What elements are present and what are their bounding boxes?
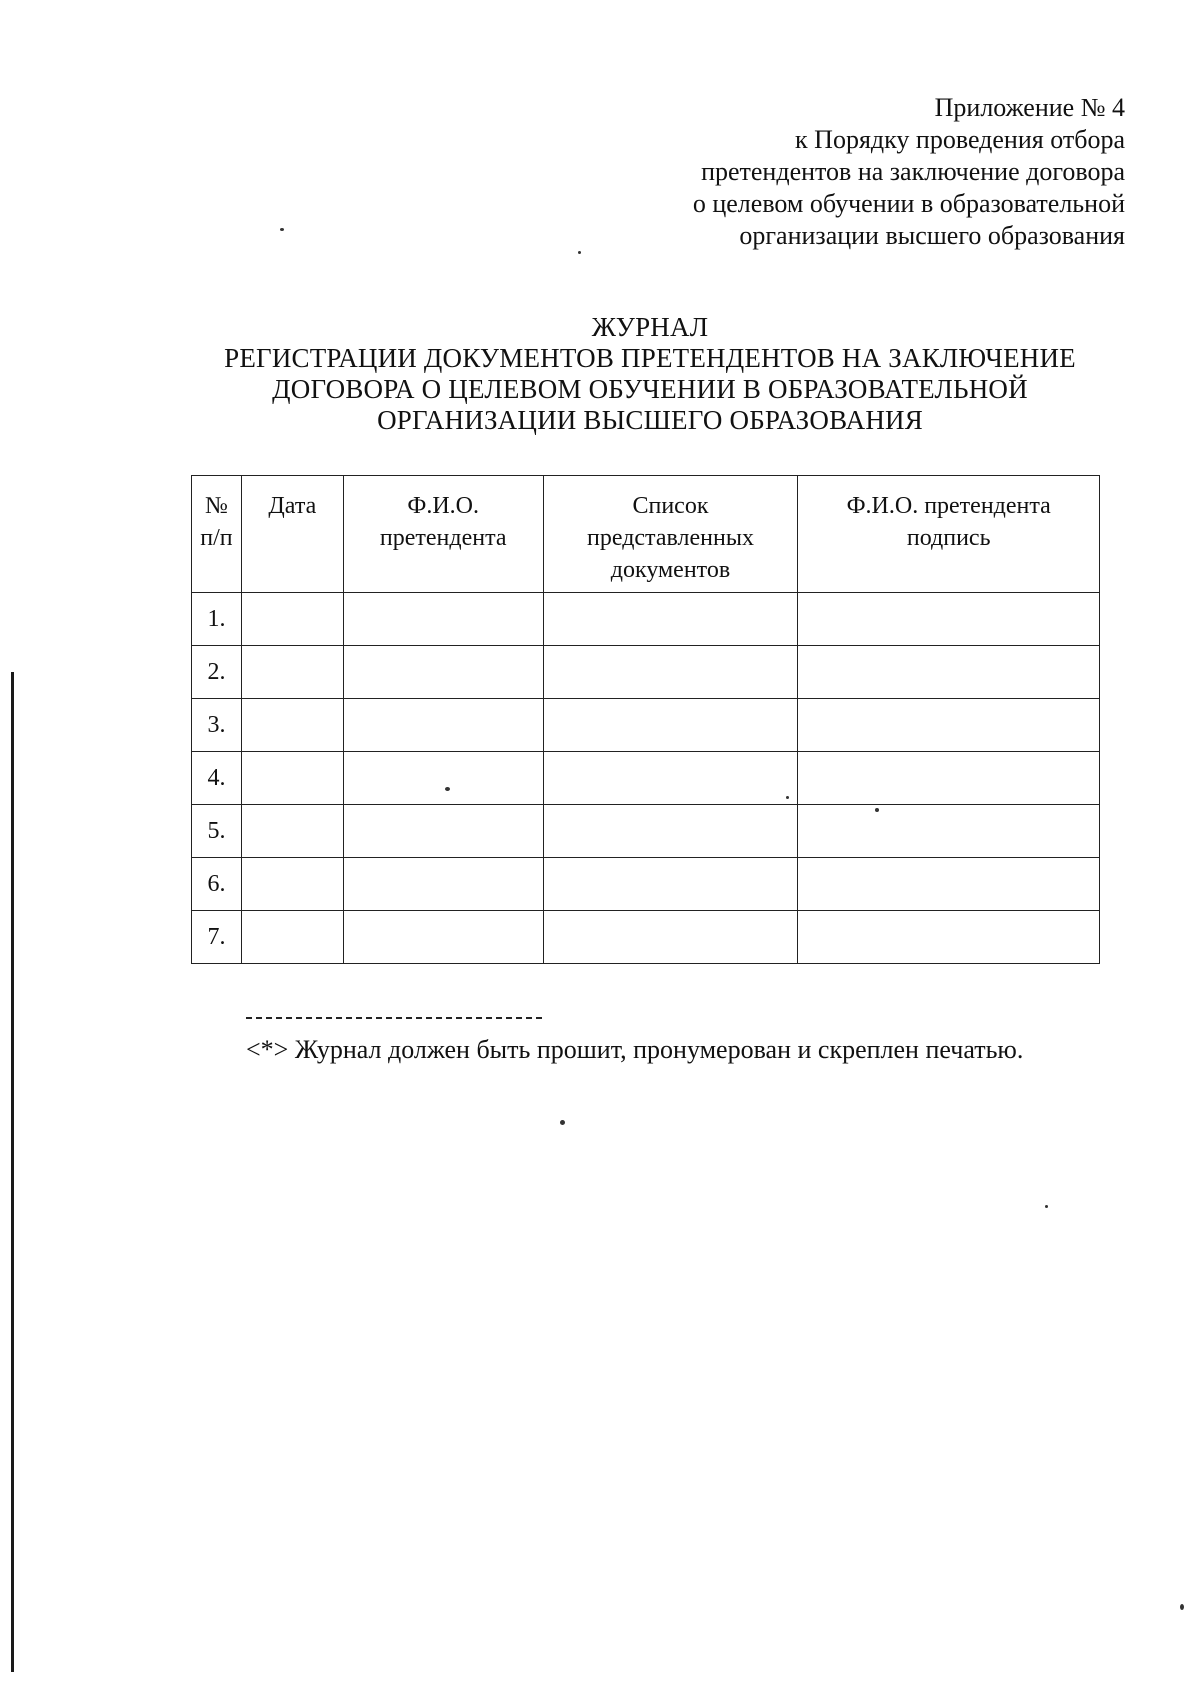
column-header-applicant-signature: Ф.И.О. претендента подпись xyxy=(798,476,1100,593)
date-cell xyxy=(241,646,343,699)
signature-cell xyxy=(798,646,1100,699)
registration-table xyxy=(191,475,1100,964)
name-cell xyxy=(343,805,543,858)
row-number: 5. xyxy=(192,805,242,858)
row-number: 2. xyxy=(192,646,242,699)
table-row xyxy=(192,593,1100,646)
documents-cell xyxy=(543,752,798,805)
appendix-line: к Порядку проведения отбора xyxy=(795,125,1125,154)
date-cell xyxy=(241,699,343,752)
title-line: ОРГАНИЗАЦИИ ВЫСШЕГО ОБРАЗОВАНИЯ xyxy=(377,405,923,435)
footnote-separator xyxy=(246,1017,542,1019)
column-header-date: Дата xyxy=(241,476,343,593)
documents-cell xyxy=(543,805,798,858)
appendix-reference xyxy=(693,92,1125,252)
scan-speck xyxy=(875,808,879,812)
documents-cell xyxy=(543,858,798,911)
scan-speck xyxy=(280,228,284,231)
row-number: 4. xyxy=(192,752,242,805)
name-cell xyxy=(343,858,543,911)
documents-cell xyxy=(543,593,798,646)
documents-cell xyxy=(543,646,798,699)
name-cell xyxy=(343,593,543,646)
scan-speck xyxy=(1045,1205,1048,1208)
table-row xyxy=(192,805,1100,858)
signature-cell xyxy=(798,858,1100,911)
documents-cell xyxy=(543,699,798,752)
row-number: 7. xyxy=(192,911,242,964)
column-header-number: № п/п xyxy=(192,476,242,593)
signature-cell xyxy=(798,911,1100,964)
appendix-line: о целевом обучении в образовательной xyxy=(692,189,1125,218)
name-cell xyxy=(343,752,543,805)
column-header-documents-list: Список представленных документов xyxy=(543,476,798,593)
appendix-line: претендентов на заключение договора xyxy=(701,157,1125,186)
table-row xyxy=(192,646,1100,699)
title-line: РЕГИСТРАЦИИ ДОКУМЕНТОВ ПРЕТЕНДЕНТОВ НА ЗАКЛЮЧЕНИЕ xyxy=(224,343,1076,373)
signature-cell xyxy=(798,805,1100,858)
scan-edge-mark xyxy=(11,672,14,1672)
signature-cell xyxy=(798,699,1100,752)
date-cell xyxy=(241,593,343,646)
row-number: 1. xyxy=(192,593,242,646)
scan-speck xyxy=(1180,1604,1184,1610)
name-cell xyxy=(343,646,543,699)
row-number: 3. xyxy=(192,699,242,752)
date-cell xyxy=(241,858,343,911)
table-header-row xyxy=(192,476,1100,593)
appendix-line: организации высшего образования xyxy=(739,221,1125,250)
table-row xyxy=(192,699,1100,752)
table-row xyxy=(192,858,1100,911)
title-line: ЖУРНАЛ xyxy=(591,312,709,342)
scan-speck xyxy=(786,796,789,799)
column-header-applicant-name: Ф.И.О. претендента xyxy=(343,476,543,593)
scan-speck xyxy=(578,251,581,254)
table-row xyxy=(192,752,1100,805)
table-row xyxy=(192,911,1100,964)
signature-cell xyxy=(798,752,1100,805)
footnote-text: <*> Журнал должен быть прошит, пронумерован и скреплен печатью. xyxy=(246,1035,1024,1064)
date-cell xyxy=(241,911,343,964)
documents-cell xyxy=(543,911,798,964)
row-number: 6. xyxy=(192,858,242,911)
title-line: ДОГОВОРА О ЦЕЛЕВОМ ОБУЧЕНИИ В ОБРАЗОВАТЕЛЬНОЙ xyxy=(272,374,1028,404)
name-cell xyxy=(343,699,543,752)
scan-speck xyxy=(445,787,450,791)
date-cell xyxy=(241,805,343,858)
signature-cell xyxy=(798,593,1100,646)
scan-speck xyxy=(560,1120,565,1125)
document-title xyxy=(160,312,1140,436)
appendix-line: Приложение № 4 xyxy=(934,93,1125,122)
date-cell xyxy=(241,752,343,805)
name-cell xyxy=(343,911,543,964)
